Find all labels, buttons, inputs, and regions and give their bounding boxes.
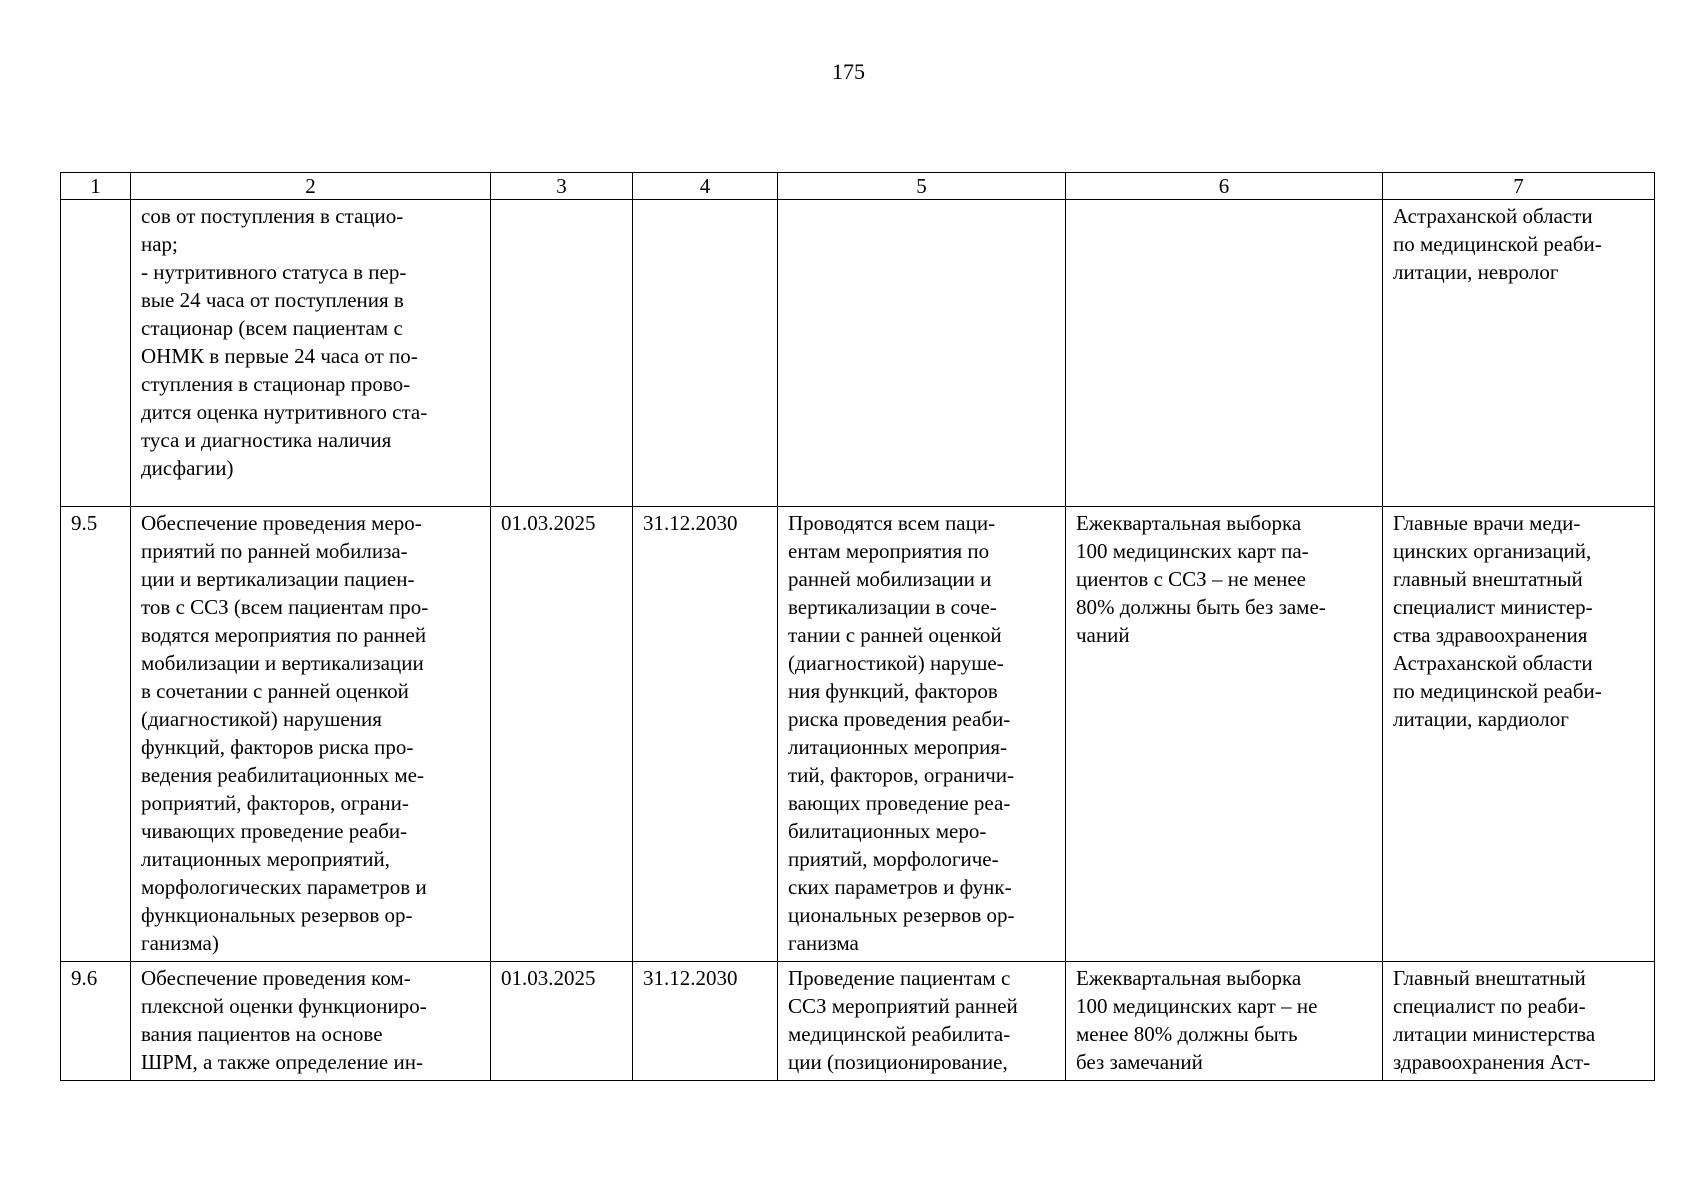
result-cell [778,200,1066,507]
start-date-cell: 01.03.2025 [491,962,633,1081]
result-cell [778,962,1066,1081]
table-row [61,962,1655,1081]
result-text: Проводятся всем паци- ентам мероприятия по ранней мобилизации и вертикализации в соче- тании с ранней оценкой (диагностикой) наруше- ния функций, факторов риска проведения реаби- литационных мероприя- тий, факторов, ограничи- вающих проведение реа- билитационных меро- приятий, морфологиче- ских параметров и функ- циональных резервов ор- ганизма [788,511,1015,955]
event-text: Обеспечение проведения ком- плексной оценки функциониро- вания пациентов на основе ШРМ, а также определение ин- [141,966,427,1074]
event-text: Обеспечение проведения меро- приятий по ранней мобилиза- ции и вертикализации пациен- тов с ССЗ (всем пациентам про- водятся мероприятия по ранней мобилизации и вертикализации в сочетании с ранней оценкой (диагностикой) нарушения функций, факторов риска про- ведения реабилитационных ме- роприятий, факторов, ограни- чивающих проведение реаби- литационных мероприятий, морфологических параметров и функциональных резервов ор- ганизма) [141,511,429,955]
header-cell: 2 [131,173,491,200]
responsible-cell [1383,507,1655,962]
row-number-cell [61,200,131,507]
start-date-cell: 01.03.2025 [491,507,633,962]
header-cell: 5 [778,173,1066,200]
control-text: Ежеквартальная выборка 100 медицинских карт па- циентов с ССЗ – не менее 80% должны быть без заме- чаний [1076,511,1326,647]
control-cell [1066,507,1383,962]
responsible-text: Главный внештатный специалист по реаби- литации министерства здравоохранения Аст- [1393,966,1596,1074]
responsible-cell [1383,962,1655,1081]
header-cell: 3 [491,173,633,200]
end-date-cell: 31.12.2030 [633,962,778,1081]
result-text: Проведение пациентам с ССЗ мероприятий ранней медицинской реабилита- ции (позиционирование, [788,966,1018,1074]
event-cell [131,962,491,1081]
result-cell [778,507,1066,962]
responsible-cell [1383,200,1655,507]
table-row [61,507,1655,962]
responsible-text: Астраханской области по медицинской реаби- литации, невролог [1393,204,1602,284]
control-cell [1066,962,1383,1081]
header-cell: 7 [1383,173,1655,200]
control-cell [1066,200,1383,507]
event-text: сов от поступления в стацио- нар; - нутритивного статуса в пер- вые 24 часа от поступления в стационар (всем пациентам с ОНМК в первые 24 часа от по- ступления в стационар прово- дится оценка нутритивного ста- туса и диагностика наличия дисфагии) [141,204,428,480]
row-number-cell: 9.5 [61,507,131,962]
end-date-cell: 31.12.2030 [633,507,778,962]
event-cell [131,200,491,507]
table-row [61,200,1655,507]
end-date-cell [633,200,778,507]
header-cell: 4 [633,173,778,200]
responsible-text: Главные врачи меди- цинских организаций, главный внештатный специалист министер- ства здравоохранения Астраханской области по медицинской реаби- литации, кардиолог [1393,511,1602,731]
plan-table [60,172,1655,1081]
event-cell [131,507,491,962]
start-date-cell [491,200,633,507]
header-cell: 6 [1066,173,1383,200]
page-number: 175 [832,59,865,84]
row-number-cell: 9.6 [61,962,131,1081]
header-cell: 1 [61,173,131,200]
control-text: Ежеквартальная выборка 100 медицинских карт – не менее 80% должны быть без замечаний [1076,966,1318,1074]
table-header-row [61,173,1655,200]
